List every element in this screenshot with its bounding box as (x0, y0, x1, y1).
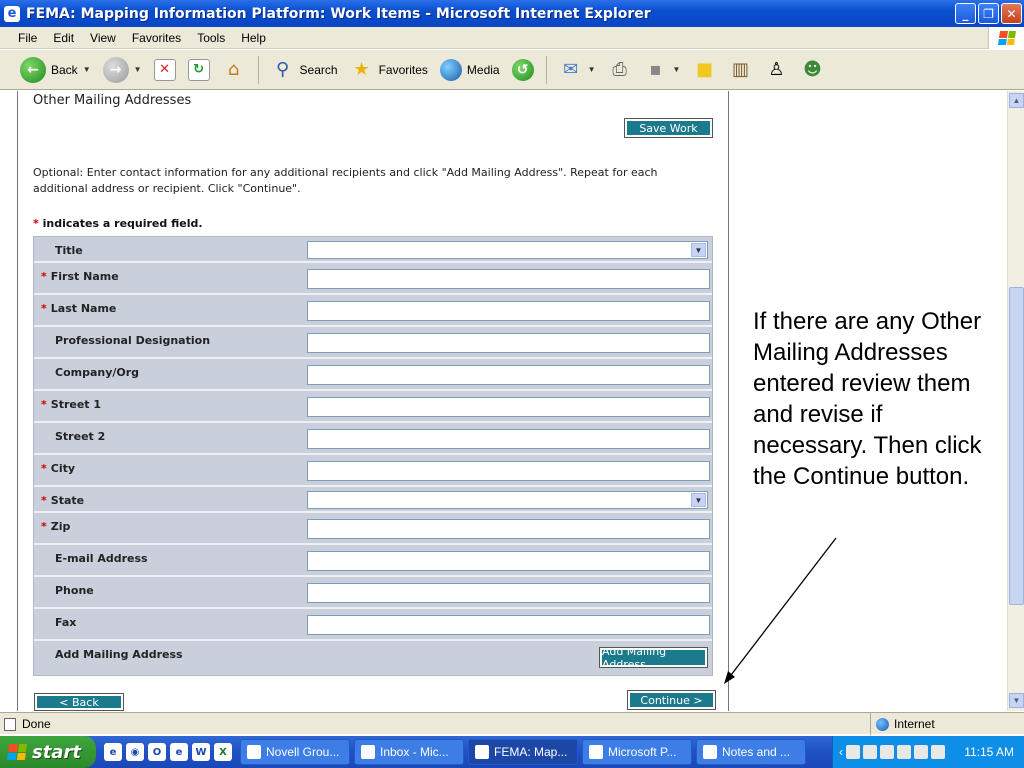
first-name-input[interactable] (307, 269, 710, 289)
back-label: Back (51, 62, 78, 77)
menu-help[interactable]: Help (241, 30, 266, 45)
field-label: * State (41, 494, 85, 507)
company-input[interactable] (307, 365, 710, 385)
field-label: Fax (55, 616, 77, 629)
print-icon: ⎙ (612, 59, 627, 80)
chevron-down-icon[interactable]: ▼ (82, 65, 91, 74)
tray-icon[interactable] (914, 745, 928, 759)
add-row-label: Add Mailing Address (55, 648, 183, 661)
menu-favorites[interactable]: Favorites (131, 30, 182, 45)
home-button[interactable] (218, 54, 250, 86)
form-row-city (34, 455, 712, 487)
field-label: * City (41, 462, 76, 475)
mailing-address-form (33, 236, 713, 676)
mail-icon: ✉ (563, 59, 579, 80)
chevron-down-icon[interactable]: ▼ (133, 65, 142, 74)
search-icon: ⚲ (275, 59, 290, 80)
windows-logo-icon (988, 27, 1024, 49)
required-star: * (33, 217, 39, 230)
history-button[interactable] (508, 54, 538, 86)
form-row-street-2 (34, 423, 712, 455)
zip-input[interactable] (307, 519, 710, 539)
print-button[interactable] (604, 54, 636, 86)
start-label: start (32, 741, 81, 763)
favorites-button[interactable] (346, 54, 432, 86)
chevron-down-icon[interactable]: ▼ (672, 65, 681, 74)
media-button[interactable] (436, 54, 504, 86)
search-button[interactable] (267, 54, 342, 86)
taskbar-item-inbox[interactable]: Inbox - Mic... (354, 739, 464, 765)
zone-label: Internet (894, 717, 935, 731)
refresh-icon: ↻ (188, 59, 210, 81)
street-1-input[interactable] (307, 397, 710, 417)
field-label: * Street 1 (41, 398, 102, 411)
form-row-add-address (34, 641, 712, 675)
quick-launch-icon[interactable]: e (170, 743, 188, 761)
phone-input[interactable] (307, 583, 710, 603)
chevron-down-icon[interactable]: ▼ (691, 243, 706, 257)
messenger-icon: ♙ (768, 59, 785, 80)
quick-launch-icon[interactable]: W (192, 743, 210, 761)
form-row-state (34, 487, 712, 513)
menu-edit[interactable]: Edit (53, 30, 75, 45)
add-mailing-address-button[interactable]: Add Mailing Address (600, 648, 707, 667)
quick-launch-icon[interactable]: ◉ (126, 743, 144, 761)
menu-view[interactable]: View (90, 30, 116, 45)
start-button[interactable] (0, 736, 96, 768)
street-2-input[interactable] (307, 429, 710, 449)
window-title-bar[interactable] (0, 0, 1024, 27)
taskbar-item-powerpoint[interactable]: Microsoft P... (582, 739, 692, 765)
back-button[interactable] (16, 54, 95, 86)
vertical-scrollbar[interactable] (1007, 91, 1024, 711)
form-row-street-1 (34, 391, 712, 423)
form-row-last-name (34, 295, 712, 327)
maximize-button[interactable]: ❐ (978, 3, 999, 24)
tray-icon[interactable] (846, 745, 860, 759)
field-label: E-mail Address (55, 552, 148, 565)
field-label: Professional Designation (55, 334, 211, 347)
page-done-icon (4, 718, 16, 731)
fax-input[interactable] (307, 615, 710, 635)
continue-button[interactable]: Continue > (628, 691, 715, 709)
form-row-company (34, 359, 712, 391)
scroll-thumb[interactable] (1009, 287, 1024, 605)
left-border (17, 91, 18, 711)
app-icon (361, 745, 375, 759)
windows-flag-icon (7, 744, 27, 760)
security-zone[interactable] (870, 713, 935, 735)
field-label: * Zip (41, 520, 71, 533)
quick-launch-icon[interactable]: X (214, 743, 232, 761)
edit-icon: ▪ (649, 59, 662, 80)
menu-bar (0, 27, 1024, 49)
star-icon: ★ (353, 59, 370, 80)
menu-file[interactable]: File (18, 30, 38, 45)
app-icon (703, 745, 717, 759)
history-icon: ↺ (512, 59, 534, 81)
tray-expand-icon[interactable]: ‹ (839, 745, 843, 759)
close-button[interactable]: ✕ (1001, 3, 1022, 24)
form-row-first-name (34, 263, 712, 295)
menu-tools[interactable]: Tools (197, 30, 226, 45)
professional-designation-input[interactable] (307, 333, 710, 353)
app-icon (475, 745, 489, 759)
app-icon (589, 745, 603, 759)
instructions-text: Optional: Enter contact information for any additional recipients and click "Add Mailing Address". Repeat for each additional address or recipient. Click "Continue". (33, 166, 658, 195)
required-note (33, 217, 203, 230)
browser-toolbar (0, 50, 1024, 90)
people-icon: ☻ (803, 59, 822, 80)
form-row-professional-designation (34, 327, 712, 359)
status-bar (0, 712, 1024, 734)
taskbar (0, 736, 1024, 768)
tray-icon[interactable] (931, 745, 945, 759)
section-title: Other Mailing Addresses (33, 93, 192, 108)
research-button[interactable] (724, 54, 756, 86)
status-text: Done (22, 717, 51, 731)
refresh-button[interactable] (184, 54, 214, 86)
taskbar-item-notes[interactable]: Notes and ... (696, 739, 806, 765)
title-select[interactable] (307, 241, 708, 259)
globe-icon (876, 718, 889, 731)
window-title: FEMA: Mapping Information Platform: Work Items - Microsoft Internet Explorer (26, 5, 651, 22)
page-content (0, 91, 1024, 711)
quick-launch-icon[interactable]: e (104, 743, 122, 761)
books-icon: ▥ (731, 59, 749, 80)
save-work-button[interactable]: Save Work (625, 119, 712, 137)
callout-arrow (720, 531, 850, 691)
city-input[interactable] (307, 461, 710, 481)
media-label: Media (466, 62, 500, 77)
form-row-phone (34, 577, 712, 609)
toolbar-separator (546, 56, 547, 84)
field-label: Phone (55, 584, 94, 597)
form-row-zip (34, 513, 712, 545)
home-icon: ⌂ (227, 59, 240, 80)
messenger-button[interactable] (760, 54, 792, 86)
instruction-callout: If there are any Other Mailing Addresses entered review them and revise if necessary. Then click the Continue button. (753, 308, 982, 490)
taskbar-item-groupwise[interactable]: Novell Grou... (240, 739, 350, 765)
back-page-button[interactable]: < Back (35, 694, 123, 710)
forward-arrow-icon: → (103, 57, 129, 83)
field-label: * Last Name (41, 302, 117, 315)
chevron-down-icon[interactable]: ▼ (691, 493, 706, 507)
favorites-label: Favorites (378, 62, 428, 77)
state-select[interactable] (307, 491, 708, 509)
quick-launch (104, 743, 232, 761)
contacts-button[interactable] (796, 54, 828, 86)
app-icon (247, 745, 261, 759)
field-label: Company/Org (55, 366, 140, 379)
form-row-email (34, 545, 712, 577)
media-icon (440, 59, 462, 81)
stop-button[interactable] (150, 54, 180, 86)
tray-icon[interactable] (863, 745, 877, 759)
search-label: Search (299, 62, 338, 77)
mail-button[interactable] (555, 54, 600, 86)
discuss-button[interactable] (688, 54, 720, 86)
forward-button[interactable] (99, 54, 146, 86)
chevron-down-icon[interactable]: ▼ (587, 65, 596, 74)
ie-icon: e (4, 6, 20, 22)
scroll-down-icon[interactable]: ▼ (1009, 693, 1024, 708)
field-label: Title (55, 244, 83, 257)
taskbar-item-fema[interactable]: FEMA: Map... (468, 739, 578, 765)
form-row-title (34, 237, 712, 263)
tray-icon[interactable] (880, 745, 894, 759)
form-row-fax (34, 609, 712, 641)
field-label: Street 2 (55, 430, 106, 443)
system-tray (832, 736, 1024, 768)
toolbar-separator (258, 56, 259, 84)
field-label: * First Name (41, 270, 119, 283)
email-input[interactable] (307, 551, 710, 571)
clock[interactable]: 11:15 AM (964, 745, 1014, 759)
required-note-text: indicates a required field. (42, 217, 203, 230)
scroll-up-icon[interactable]: ▲ (1009, 93, 1024, 108)
back-arrow-icon: ← (20, 57, 46, 83)
tray-icon[interactable] (897, 745, 911, 759)
edit-button[interactable] (640, 54, 685, 86)
last-name-input[interactable] (307, 301, 710, 321)
quick-launch-icon[interactable]: O (148, 743, 166, 761)
note-icon: ■ (695, 59, 713, 80)
stop-icon: ✕ (154, 59, 176, 81)
minimize-button[interactable]: _ (955, 3, 976, 24)
